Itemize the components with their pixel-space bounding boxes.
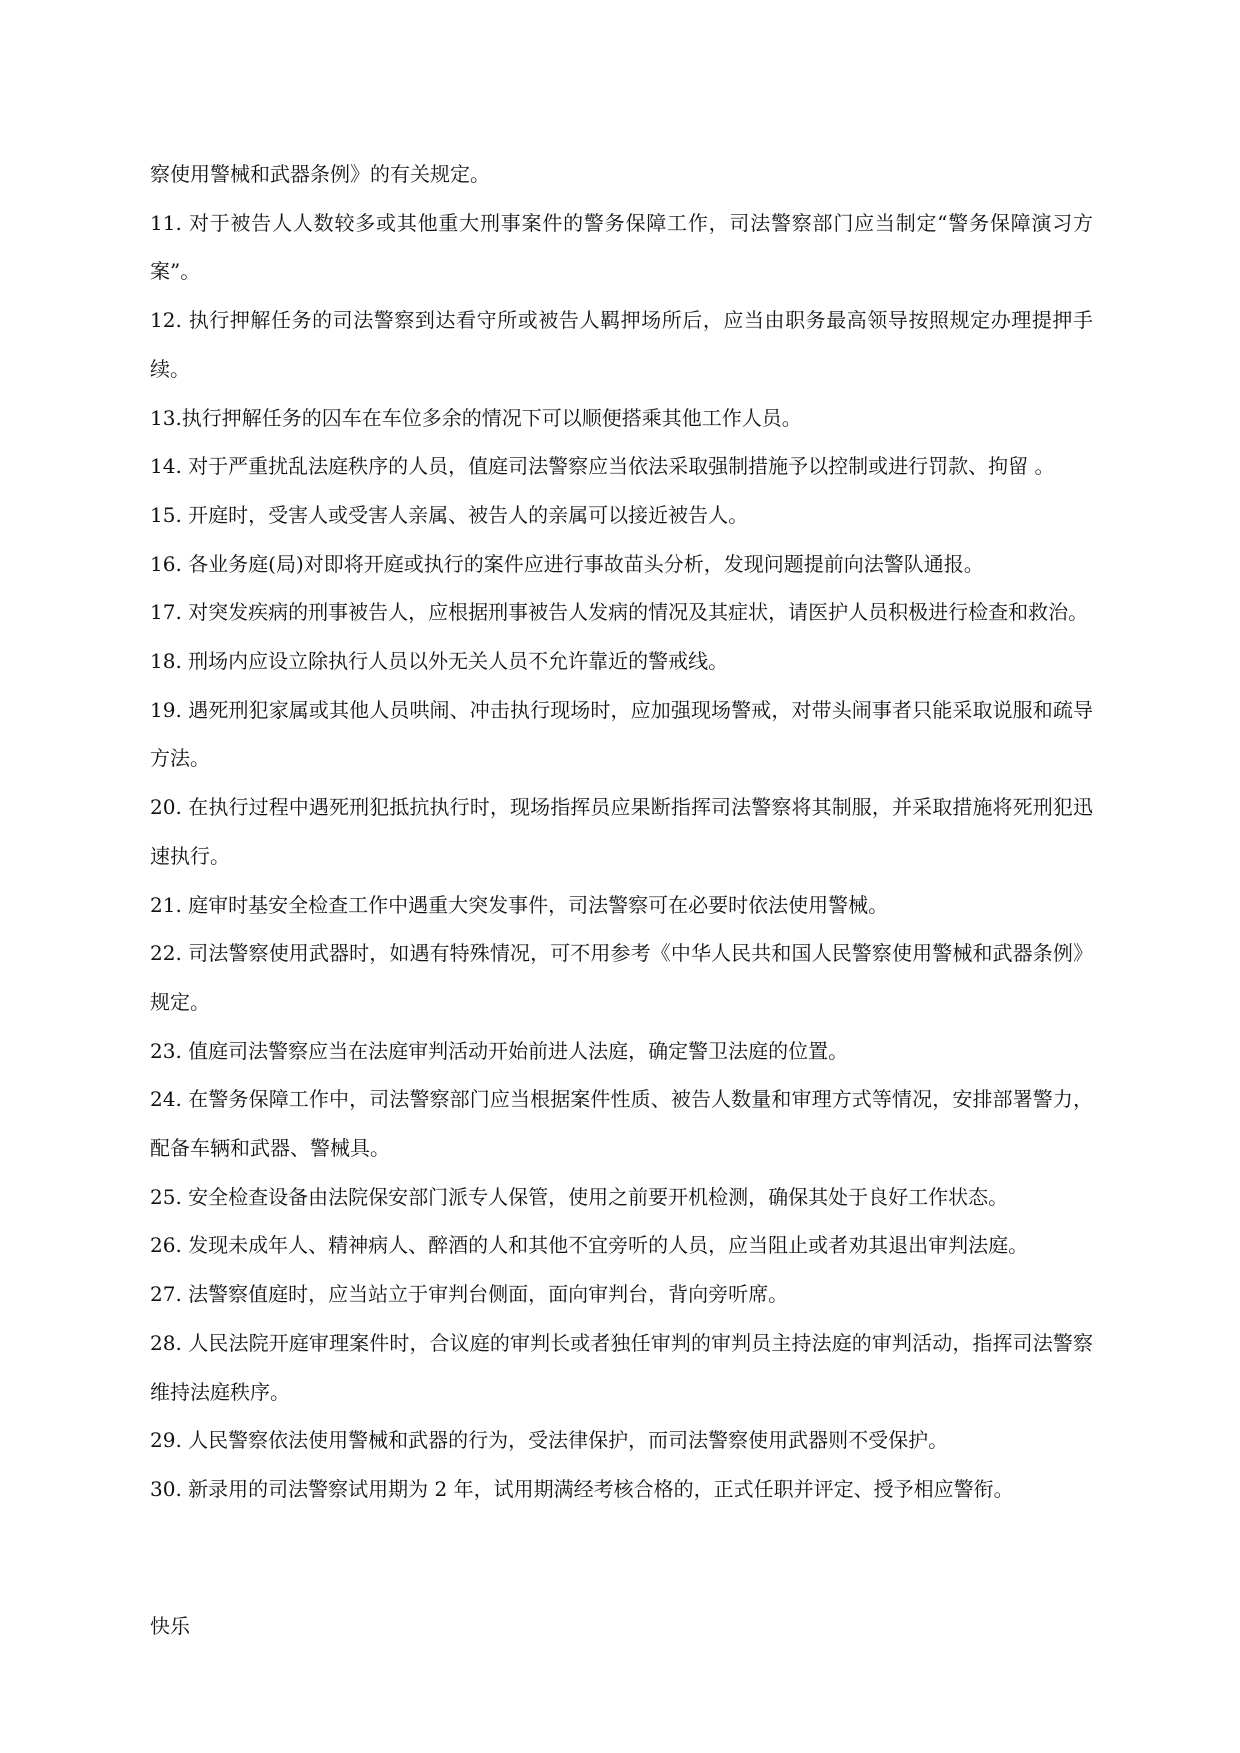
paragraph-item-24: 24. 在警务保障工作中，司法警察部门应当根据案件性质、被告人数量和审理方式等情况，安排部署警力，配备车辆和武器、警械具。: [150, 1087, 1093, 1161]
paragraph-item-15: 15. 开庭时，受害人或受害人亲属、被告人的亲属可以接近被告人。: [150, 502, 749, 527]
paragraph-item-26: 26. 发现未成年人、精神病人、醉酒的人和其他不宜旁听的人员，应当阻止或者劝其退出审判法庭。: [150, 1233, 1029, 1258]
paragraph-item-23: 23. 值庭司法警察应当在法庭审判活动开始前进人法庭，确定警卫法庭的位置。: [150, 1038, 849, 1063]
paragraph-item-11: 11. 对于被告人人数较多或其他重大刑事案件的警务保障工作，司法警察部门应当制定“警务保障演习方案”。: [150, 210, 1093, 284]
paragraph-continuation: 察使用警械和武器条例》的有关规定。: [150, 162, 490, 186]
paragraph-item-19: 19. 遇死刑犯家属或其他人员哄闹、冲击执行现场时，应加强现场警戒，对带头闹事者只能采取说服和疏导方法。: [150, 697, 1093, 771]
footer-text: 快乐: [150, 1614, 190, 1638]
paragraph-item-13: 13.执行押解任务的囚车在车位多余的情况下可以顺便搭乘其他工作人员。: [150, 405, 802, 430]
paragraph-item-25: 25. 安全检查设备由法院保安部门派专人保管，使用之前要开机检测，确保其处于良好工作状态。: [150, 1184, 1009, 1209]
paragraph-item-17: 17. 对突发疾病的刑事被告人，应根据刑事被告人发病的情况及其症状，请医护人员积极进行检查和救治。: [150, 600, 1089, 625]
paragraph-item-22: 22. 司法警察使用武器时，如遇有特殊情况，可不用参考《中华人民共和国人民警察使用警械和武器条例》规定。: [150, 941, 1093, 1014]
paragraph-item-12: 12. 执行押解任务的司法警察到达看守所或被告人羁押场所后，应当由职务最高领导按照规定办理提押手续。: [150, 308, 1093, 381]
paragraph-item-28: 28. 人民法院开庭审理案件时，合议庭的审判长或者独任审判的审判员主持法庭的审判活动，指挥司法警察维持法庭秩序。: [150, 1330, 1093, 1404]
document-body: [150, 150, 1093, 1514]
paragraph-item-29: 29. 人民警察依法使用警械和武器的行为，受法律保护，而司法警察使用武器则不受保护。: [150, 1428, 949, 1453]
paragraph-item-16: 16. 各业务庭(局)对即将开庭或执行的案件应进行事故苗头分析，发现问题提前向法警队通报。: [150, 551, 984, 576]
paragraph-item-30: 30. 新录用的司法警察试用期为 2 年，试用期满经考核合格的，正式任职并评定、授予相应警衔。: [150, 1476, 1014, 1501]
paragraph-item-18: 18. 刑场内应设立除执行人员以外无关人员不允许靠近的警戒线。: [150, 649, 729, 674]
paragraph-item-27: 27. 法警察值庭时，应当站立于审判台侧面，面向审判台，背向旁听席。: [150, 1282, 789, 1307]
paragraph-item-14: 14. 对于严重扰乱法庭秩序的人员，值庭司法警察应当依法采取强制措施予以控制或进行罚款、拘留 。: [150, 454, 1055, 479]
paragraph-item-21: 21. 庭审时基安全检查工作中遇重大突发事件，司法警察可在必要时依法使用警械。: [150, 892, 889, 917]
paragraph-item-20: 20. 在执行过程中遇死刑犯抵抗执行时，现场指挥员应果断指挥司法警察将其制服，并采取措施将死刑犯迅速执行。: [150, 795, 1093, 868]
